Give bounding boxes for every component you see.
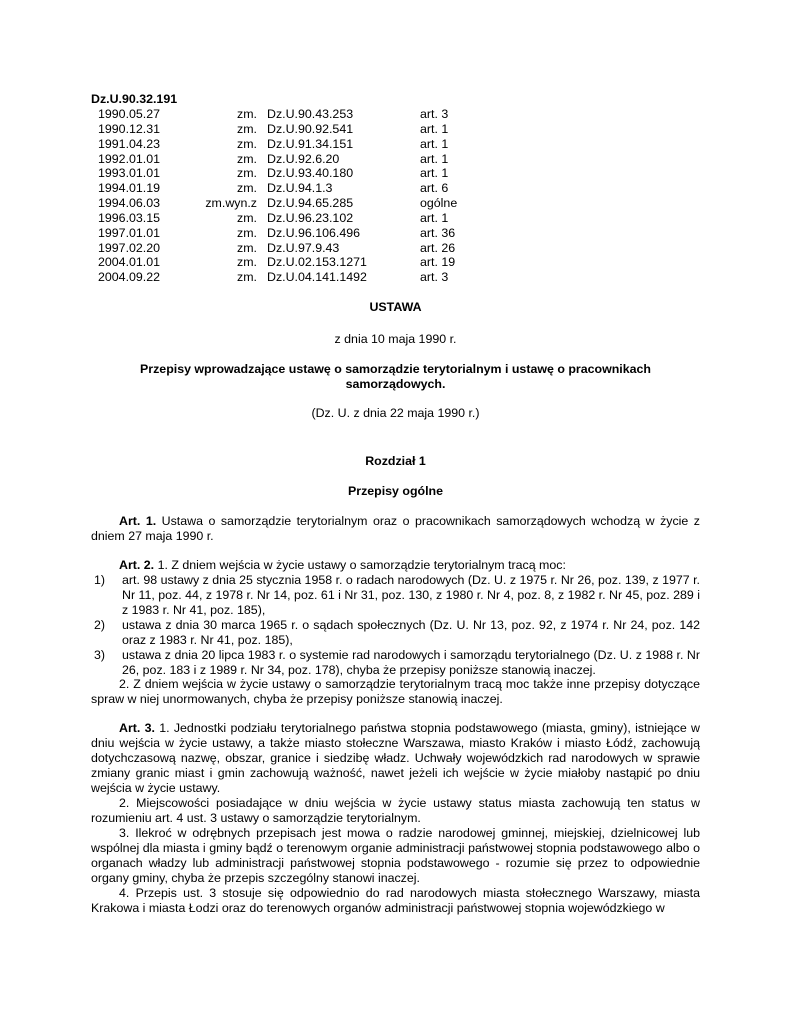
amendment-date: 1994.01.19 bbox=[98, 181, 161, 196]
amendment-ref: Dz.U.96.106.496 bbox=[267, 225, 360, 240]
amendment-art: art. 19 bbox=[420, 255, 456, 270]
list-item bbox=[94, 573, 700, 618]
amendment-ref: Dz.U.91.34.151 bbox=[267, 136, 354, 151]
amendment-kind: zm. bbox=[237, 121, 257, 136]
amendment-art: art. 3 bbox=[420, 107, 449, 121]
list-item-number: 1) bbox=[94, 573, 106, 587]
amendment-date: 1992.01.01 bbox=[98, 151, 161, 166]
amendment-art: art. 36 bbox=[420, 225, 456, 240]
amendment-ref: Dz.U.02.153.1271 bbox=[267, 255, 367, 270]
article-3-label: Art. 3. bbox=[119, 721, 155, 735]
amendment-art: art. 3 bbox=[420, 270, 449, 285]
amendment-date: 1993.01.01 bbox=[98, 166, 161, 181]
article-1-text: Ustawa o samorządzie terytorialnym oraz o pracownikach samorządowych wchodzą w życie z dniem 27 maja 1990 r. bbox=[91, 514, 700, 543]
amendment-kind: zm. bbox=[237, 255, 257, 270]
amendment-ref: Dz.U.93.40.180 bbox=[267, 166, 354, 181]
amendment-date: 1991.04.23 bbox=[98, 136, 161, 151]
amendment-art: art. 1 bbox=[420, 166, 449, 181]
amendment-art: art. 1 bbox=[420, 121, 449, 136]
amendment-date: 1990.05.27 bbox=[98, 107, 161, 121]
list-item bbox=[94, 648, 700, 678]
list-item bbox=[94, 618, 700, 648]
amendment-kind: zm. bbox=[237, 151, 257, 166]
amendment-kind: zm. bbox=[237, 136, 257, 151]
act-title: Przepisy wprowadzające ustawę o samorządzie terytorialnym i ustawę o pracownikach samorządowych. bbox=[140, 362, 651, 391]
list-item-text: art. 98 ustawy z dnia 25 stycznia 1958 r. o radach narodowych (Dz. U. z 1975 r. Nr 26, poz. 139, z 1977 r. Nr 11, poz. 44, z 1978 r. Nr 14, poz. 61 i Nr 31, poz. 130, z 1980 r. Nr 4, poz. 8, z 1982 r. Nr 45, poz. 289 i z 1983 r. Nr 41, poz. 185), bbox=[122, 573, 700, 617]
amendment-art: art. 26 bbox=[420, 240, 456, 255]
amendment-ref: Dz.U.96.23.102 bbox=[267, 210, 354, 225]
amendment-date: 1997.01.01 bbox=[98, 225, 161, 240]
amendment-art: art. 1 bbox=[420, 151, 449, 166]
article-2-intro bbox=[91, 558, 700, 573]
amendment-ref: Dz.U.94.1.3 bbox=[267, 181, 333, 196]
list-item-text: ustawa z dnia 20 lipca 1983 r. o systemie rad narodowych i samorządu terytorialnego (Dz. U. z 1988 r. Nr 26, poz. 183 i z 1989 r. Nr 34, poz. 178), chyba że przepisy poniższe stanowią inaczej. bbox=[122, 648, 700, 677]
list-item-number: 2) bbox=[94, 618, 106, 632]
article-3-para-3-text: 3. Ilekroć w odrębnych przepisach jest mowa o radzie narodowej gminnej, miejskiej, dzielnicowej lub wspólnej dla miasta i gminy bądź o terenowym organie administracji państwowej stopnia podstawowego albo o organach władzy lub administracji państwowej stopnia podstawowego - rozumie się przez to odpowiednie organy gminy, chyba że przepis szczególny stanowi inaczej. bbox=[91, 826, 700, 885]
list-item-text: ustawa z dnia 30 marca 1965 r. o sądach społecznych (Dz. U. Nr 13, poz. 92, z 1974 r. Nr 24, poz. 142 oraz z 1983 r. Nr 41, poz. 185), bbox=[122, 618, 700, 647]
article-2-para-2-text: 2. Z dniem wejścia w życie ustawy o samorządzie terytorialnym tracą moc także inne przepisy dotyczące spraw w niej unormowanych, chyba że przepisy poniższe stanowią inaczej. bbox=[91, 677, 700, 706]
amendment-ref: Dz.U.94.65.285 bbox=[267, 196, 354, 211]
chapter-number: Rozdział 1 bbox=[365, 454, 426, 468]
article-1-label: Art. 1. bbox=[119, 514, 157, 528]
article-3-para-1-text: 1. Jednostki podziału terytorialnego państwa stopnia podstawowego (miasta, gminy), istniejące w dniu wejścia w życie ustawy, a także miasto stołeczne Warszawa, miasto Kraków i miasto Łódź, zachowują dotychczasową nazwę, obszar, granice i siedzibę władz. Uchwały wojewódzkich rad narodowych w sprawie zmiany granic miast i gmin zachowują ważność, nawet jeżeli ich wejście w życie miałoby nastąpić po dniu wejścia w życie ustawy. bbox=[91, 721, 700, 795]
amendment-date: 1994.06.03 bbox=[98, 196, 161, 211]
article-1 bbox=[91, 514, 700, 544]
amendment-art: art. 1 bbox=[420, 210, 449, 225]
amendment-date: 2004.09.22 bbox=[98, 270, 161, 285]
article-3 bbox=[91, 721, 700, 916]
amendment-date: 1996.03.15 bbox=[98, 210, 161, 225]
amendment-kind: zm.wyn.z bbox=[205, 196, 257, 211]
amendment-kind: zm. bbox=[237, 166, 257, 181]
amendment-kind: zm. bbox=[237, 107, 257, 121]
dz-identifier: Dz.U.90.32.191 bbox=[91, 92, 178, 106]
amendment-ref: Dz.U.04.141.1492 bbox=[267, 270, 367, 285]
amendment-kind: zm. bbox=[237, 225, 257, 240]
amendment-art: ogólne bbox=[420, 196, 458, 211]
list-item-number: 3) bbox=[94, 648, 106, 662]
article-2-label: Art. 2. bbox=[119, 558, 155, 572]
amendment-kind: zm. bbox=[237, 240, 257, 255]
amendment-kind: zm. bbox=[237, 210, 257, 225]
act-type-heading: USTAWA bbox=[369, 300, 422, 314]
act-date: z dnia 10 maja 1990 r. bbox=[334, 332, 457, 346]
article-2-intro-text: 1. Z dniem wejścia w życie ustawy o samorządzie terytorialnym tracą moc: bbox=[154, 558, 566, 572]
amendment-date: 1997.02.20 bbox=[98, 240, 161, 255]
article-2-para-2 bbox=[91, 677, 700, 707]
article-2-list bbox=[94, 573, 700, 678]
amendment-art: art. 6 bbox=[420, 181, 449, 196]
article-3-para-2-text: 2. Miejscowości posiadające w dniu wejścia w życie ustawy status miasta zachowują ten status w rozumieniu art. 4 ust. 3 ustawy o samorządzie terytorialnym. bbox=[91, 796, 700, 825]
amendment-kind: zm. bbox=[237, 270, 257, 285]
publication-note: (Dz. U. z dnia 22 maja 1990 r.) bbox=[311, 406, 480, 420]
amendment-ref: Dz.U.90.92.541 bbox=[267, 121, 354, 136]
amendment-ref: Dz.U.90.43.253 bbox=[267, 107, 354, 121]
article-3-para-4-text: 4. Przepis ust. 3 stosuje się odpowiednio do rad narodowych miasta stołecznego Warszawy, miasta Krakowa i miasta Łodzi oraz do terenowych organów administracji państwowej stopnia wojewódzkiego w bbox=[91, 886, 700, 915]
amendment-date: 2004.01.01 bbox=[98, 255, 161, 270]
amendment-ref: Dz.U.92.6.20 bbox=[267, 151, 340, 166]
amendment-date: 1990.12.31 bbox=[98, 121, 161, 136]
amendment-kind: zm. bbox=[237, 181, 257, 196]
amendment-art: art. 1 bbox=[420, 136, 449, 151]
chapter-title: Przepisy ogólne bbox=[347, 484, 444, 498]
amendment-ref: Dz.U.97.9.43 bbox=[267, 240, 340, 255]
